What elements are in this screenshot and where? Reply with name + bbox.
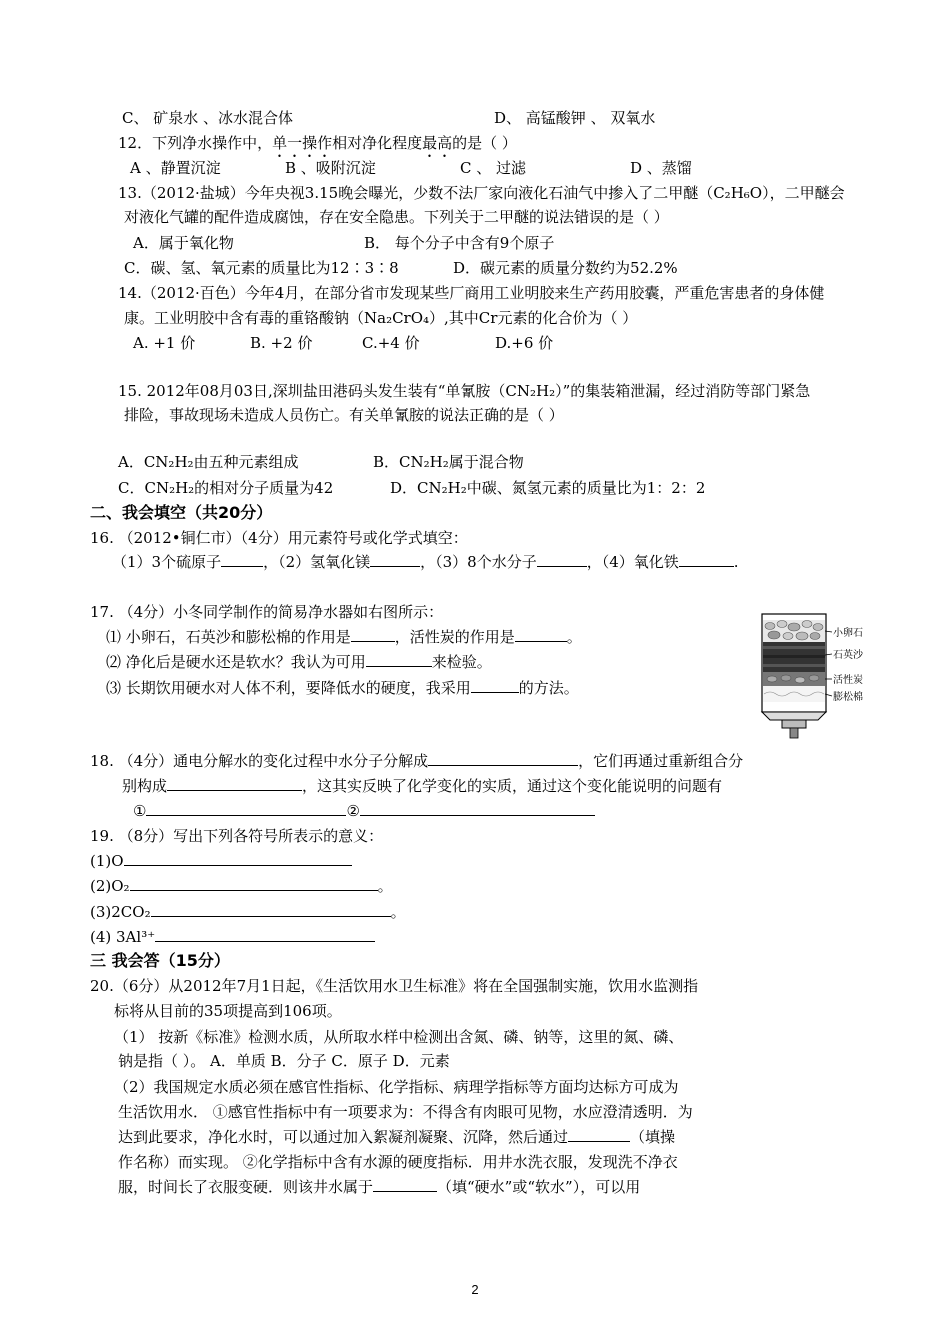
q18-blank-3[interactable] [146, 801, 346, 816]
q20-blank-1[interactable] [568, 1127, 630, 1142]
q16-stem: 16. （2012•铜仁市）（4分）用元素符号或化学式填空： [90, 529, 468, 547]
q13-stem-line2: 对液化气罐的配件造成腐蚀，存在安全隐患。下列关于二甲醚的说法错误的是（ ） [124, 208, 669, 226]
cotton-layer [763, 686, 825, 702]
q15-option-d: D．CN₂H₂中碳、氮氢元素的质量比为1：2：2 [390, 479, 706, 497]
label-activated-carbon: 活性炭 [833, 675, 863, 686]
section-heading-fill-blanks: 二、我会填空（共20分） [90, 503, 273, 522]
q12-option-a: A 、静置沉淀 [130, 159, 221, 177]
q11-option-d: D、 高锰酸钾 、 双氧水 [494, 109, 656, 127]
q20-line2: 标将从目前的35项提高到106项。 [114, 1002, 342, 1020]
q17-sub2: ⑵ 净化后是硬水还是软水？我认为可用 来检验。 [106, 653, 492, 671]
q19-blank-3[interactable] [151, 902, 391, 917]
q17-blank-3[interactable] [366, 652, 432, 667]
q16-blank-3[interactable] [537, 552, 587, 567]
label-cotton: 膨松棉 [833, 692, 863, 703]
q15-stem-line1: 15. 2012年08月03日,深圳盐田港码头发生装有“单氰胺（CN₂H₂）”的集装箱泄漏，经过消防等部门紧急 [118, 382, 811, 400]
q14-option-a: A. +1 价 [133, 334, 196, 352]
section-heading-answer: 三 我会答（15分） [90, 951, 230, 970]
q20-line9: 服，时间长了衣服变硬．则该井水属于 （填“硬水”或“软水”），可以用 [118, 1178, 641, 1196]
q15-option-a: A．CN₂H₂由五种元素组成 [118, 453, 299, 471]
q12-option-d: D 、蒸馏 [630, 159, 692, 177]
q17-blank-2[interactable] [515, 627, 567, 642]
q14-stem-line1: 14.（2012·百色）今年4月，在部分省市发现某些厂商用工业明胶来生产药用胶囊，严重危害患者的身体健 [118, 284, 825, 302]
q19-blank-2[interactable] [130, 876, 378, 891]
q19-item-1: (1)O [90, 851, 352, 871]
q19-stem: 19. （8分）写出下列各符号所表示的意义： [90, 827, 384, 845]
q18-line2: 别构成 ，这其实反映了化学变化的实质，通过这个变化能说明的问题有 [122, 777, 723, 795]
q14-option-b: B. +2 价 [250, 334, 313, 352]
q20-line1: 20.（6分）从2012年7月1日起，《生活饮用水卫生标准》将在全国强制实施，饮用水监测指 [90, 977, 699, 995]
q13-option-c: C．碳、氢、氧元素的质量比为12∶3∶8 [124, 259, 399, 277]
q15-stem-line2: 排险，事故现场未造成人员伤亡。有关单氰胺的说法正确的是（ ） [124, 406, 564, 424]
q20-line4: 钠是指（ ）。 A．单质 B．分子 C．原子 D．元素 [118, 1052, 450, 1070]
q20-line6: 生活饮用水． ①感官性指标中有一项要求为：不得含有肉眼可见物，水应澄清透明．为 [118, 1103, 693, 1121]
q17-blank-4[interactable] [471, 678, 519, 693]
q17-stem: 17. （4分）小冬同学制作的简易净水器如右图所示： [90, 603, 444, 621]
water-filter-diagram [752, 610, 872, 740]
q16-blanks: （1）3个硫原子 ，（2）氢氧化镁 ，（3）8个水分子 ，（4）氧化铁 . [112, 553, 739, 571]
q18-line3: ① ② [133, 801, 595, 821]
q18-blank-2[interactable] [167, 776, 302, 791]
q18-blank-1[interactable] [428, 751, 578, 766]
q13-option-b: B． 每个分子中含有9个原子 [364, 234, 555, 252]
q15-option-b: B．CN₂H₂属于混合物 [373, 453, 524, 471]
q16-blank-2[interactable] [370, 552, 420, 567]
label-quartz-sand: 石英沙 [833, 650, 863, 661]
q20-line5: （2）我国规定水质必须在感官性指标、化学指标、病理学指标等方面均达标方可成为 [114, 1078, 679, 1096]
q14-option-d: D.+6 价 [495, 334, 554, 352]
q17-blank-1[interactable] [351, 627, 395, 642]
q19-blank-1[interactable] [124, 851, 352, 866]
pebble-layer [763, 620, 825, 642]
q20-line3: （1） 按新《标准》检测水质，从所取水样中检测出含氮、磷、钠等，这里的氮、磷、 [114, 1028, 684, 1046]
q15-option-c: C．CN₂H₂的相对分子质量为42 [118, 479, 334, 497]
q20-blank-2[interactable] [373, 1177, 437, 1192]
q16-blank-1[interactable] [221, 552, 263, 567]
q19-blank-4[interactable] [155, 927, 375, 942]
page-number: 2 [471, 1282, 479, 1297]
q11-option-c: C、 矿泉水 、冰水混合体 [122, 109, 294, 127]
q13-option-a: A．属于氧化物 [133, 234, 234, 252]
q16-blank-4[interactable] [679, 552, 734, 567]
q14-option-c: C.+4 价 [362, 334, 420, 352]
q19-item-3: (3)2CO₂ 。 [90, 903, 406, 921]
q18-blank-4[interactable] [360, 801, 595, 816]
q19-item-4: (4) 3Al³⁺ [90, 927, 375, 947]
q12-option-b: B 、吸附沉淀 [285, 159, 376, 177]
q12-option-c: C 、 过滤 [460, 159, 527, 177]
q12-stem: 12．下列净水操作中，单一操作相对净化程度最高的是（ ） [118, 134, 517, 152]
label-pebbles: 小卵石 [833, 628, 863, 639]
q14-stem-line2: 康。工业明胶中含有毒的重铬酸钠（Na₂CrO₄）,其中Cr元素的化合价为（ ） [124, 309, 638, 327]
q17-sub1: ⑴ 小卵石，石英沙和膨松棉的作用是 ，活性炭的作用是 。 [106, 628, 582, 646]
q19-item-2: (2)O₂ 。 [90, 877, 393, 895]
q13-option-d: D．碳元素的质量分数约为52.2% [453, 259, 678, 277]
q18-line1: 18. （4分）通电分解水的变化过程中水分子分解成 ，它们再通过重新组合分 [90, 752, 744, 770]
q13-stem-line1: 13.（2012·盐城）今年央视3.15晚会曝光，少数不法厂家向液化石油气中掺入了二甲醚（C₂H₆O），二甲醚会 [118, 184, 845, 202]
q17-sub3: ⑶ 长期饮用硬水对人体不利，要降低水的硬度，我采用 的方法。 [106, 679, 579, 697]
q20-line8: 作名称）而实现。 ②化学指标中含有水源的硬度指标．用井水洗衣服，发现洗不净衣 [118, 1153, 678, 1171]
q20-line7: 达到此要求，净化水时，可以通过加入絮凝剂凝聚、沉降，然后通过 （填操 [118, 1128, 676, 1146]
